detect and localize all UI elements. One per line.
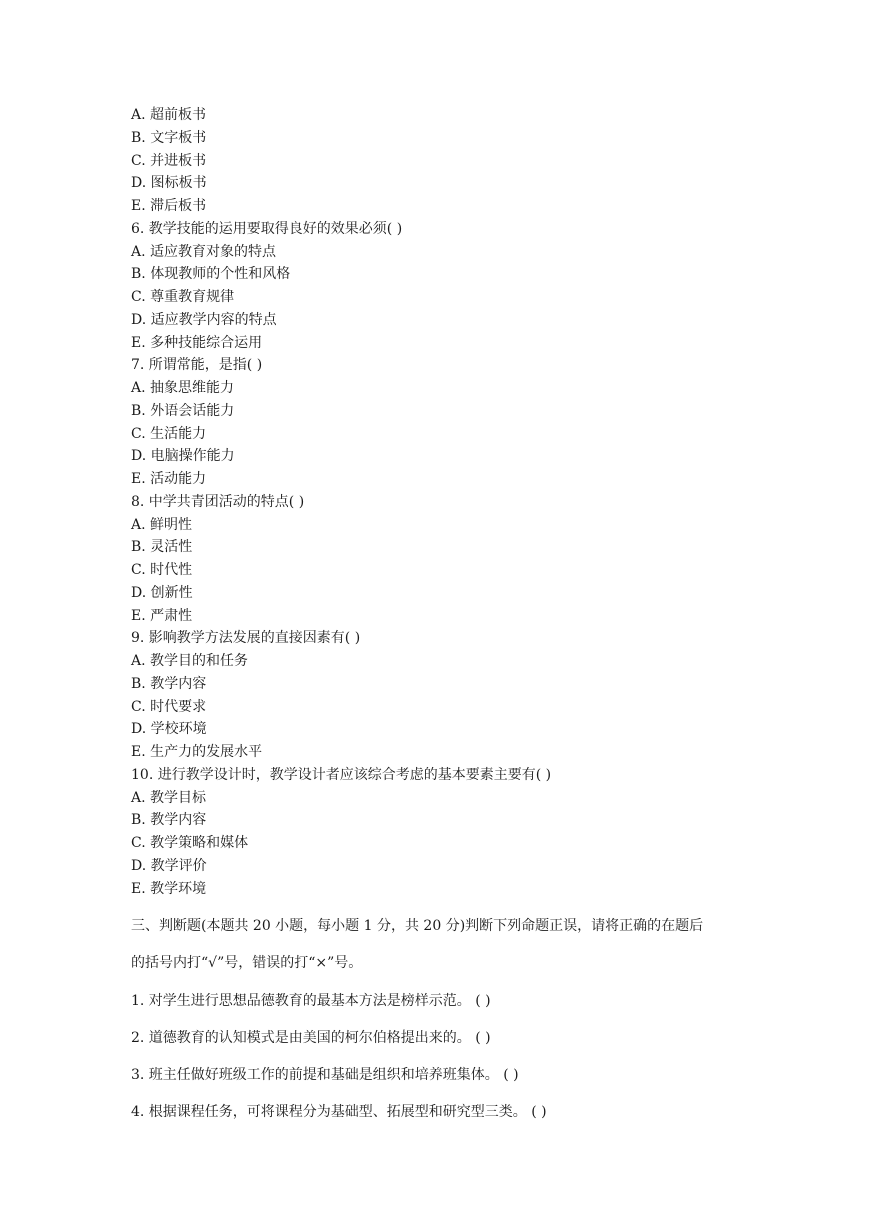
- option-line: D. 图标板书: [131, 175, 207, 192]
- question-line: 8. 中学共青团活动的特点( ): [131, 493, 305, 510]
- question-line: 6. 教学技能的运用要取得良好的效果必须( ): [131, 220, 403, 237]
- option-line: C. 生活能力: [131, 425, 207, 442]
- option-line: C. 教学策略和媒体: [131, 835, 249, 851]
- section-heading: 三、判断题(本题共 20 小题，每小题 1 分，共 20 分)判断下列命题正误，请将正确的在题后: [131, 918, 704, 934]
- option-line: B. 灵活性: [131, 539, 193, 556]
- option-line: C. 时代要求: [131, 698, 207, 715]
- option-line: B. 外语会话能力: [131, 402, 235, 419]
- option-line: C. 并进板书: [131, 152, 207, 169]
- judgment-item: 3. 班主任做好班级工作的前提和基础是组织和培养班集体。 ( ): [131, 1067, 519, 1084]
- option-line: B. 教学内容: [131, 812, 207, 829]
- option-line: D. 电脑操作能力: [131, 448, 235, 465]
- option-line: A. 超前板书: [131, 107, 207, 123]
- judgment-item: 1. 对学生进行思想品德教育的最基本方法是榜样示范。 ( ): [131, 992, 491, 1009]
- option-line: A. 鲜明性: [131, 516, 193, 533]
- true-false-section: [131, 910, 751, 1134]
- option-line: E. 生产力的发展水平: [131, 744, 263, 760]
- option-line: E. 滞后板书: [131, 198, 207, 214]
- option-line: C. 时代性: [131, 562, 193, 578]
- option-line: D. 学校环境: [131, 721, 207, 738]
- option-line: E. 活动能力: [131, 471, 207, 487]
- question-line: 7. 所谓常能，是指( ): [131, 357, 263, 374]
- question-line: 9. 影响教学方法发展的直接因素有( ): [131, 630, 361, 647]
- option-line: B. 体现教师的个性和风格: [131, 266, 291, 283]
- option-line: B. 教学内容: [131, 675, 207, 692]
- option-line: E. 多种技能综合运用: [131, 334, 263, 351]
- option-line: D. 创新性: [131, 584, 193, 601]
- question-line: 10. 进行教学设计时，教学设计者应该综合考虑的基本要素主要有( ): [131, 766, 552, 783]
- option-line: A. 抽象思维能力: [131, 380, 235, 396]
- option-line: A. 教学目的和任务: [131, 653, 249, 669]
- option-line: B. 文字板书: [131, 129, 207, 146]
- option-line: D. 适应教学内容的特点: [131, 311, 277, 328]
- option-line: A. 教学目标: [131, 789, 207, 806]
- option-line: E. 教学环境: [131, 880, 207, 897]
- option-line: D. 教学评价: [131, 857, 207, 874]
- option-line: C. 尊重教育规律: [131, 289, 235, 305]
- option-line: E. 严肃性: [131, 607, 193, 624]
- judgment-item: 4. 根据课程任务，可将课程分为基础型、拓展型和研究型三类。 ( ): [131, 1104, 547, 1121]
- section-instruction: 的括号内打“√”号，错误的打“×”号。: [131, 955, 363, 972]
- choice-questions-block: [131, 104, 751, 900]
- judgment-item: 2. 道德教育的认知模式是由美国的柯尔伯格提出来的。 ( ): [131, 1029, 491, 1046]
- option-line: A. 适应教育对象的特点: [131, 243, 277, 260]
